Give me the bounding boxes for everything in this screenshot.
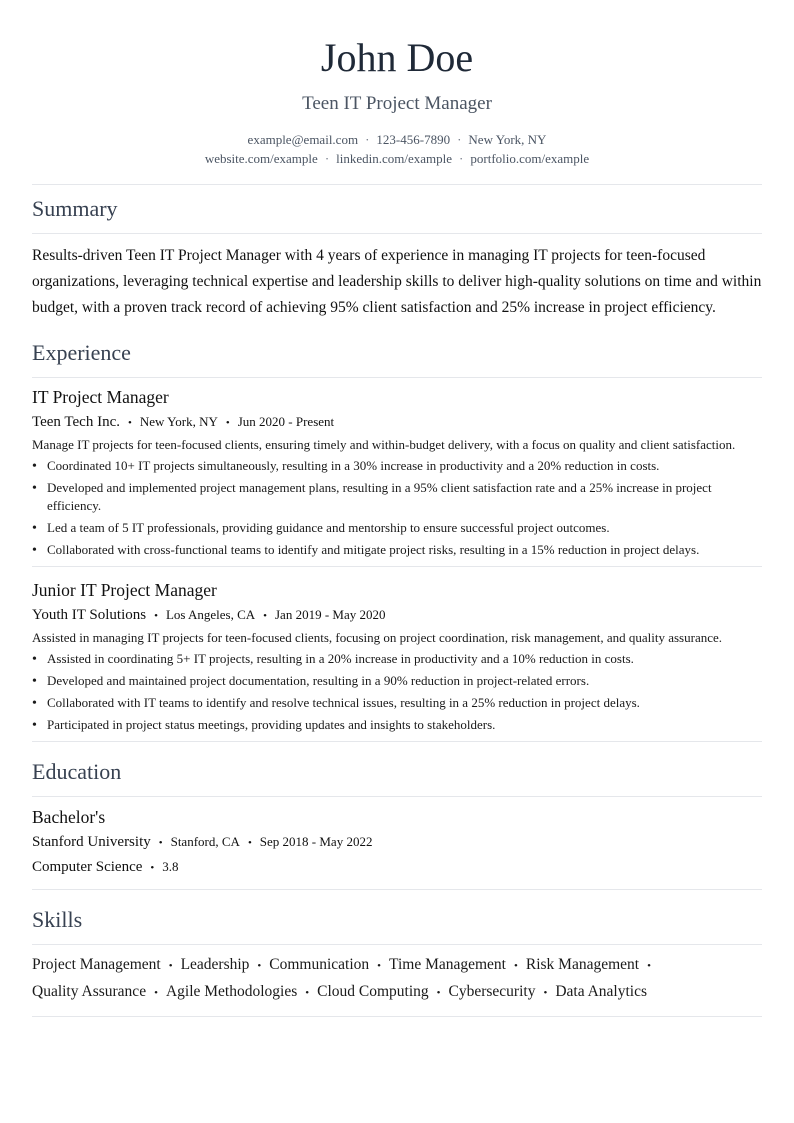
bullet-separator: •: [225, 417, 230, 429]
job-location: New York, NY: [139, 414, 218, 429]
job-dates: Jun 2020 - Present: [237, 414, 335, 429]
website-link[interactable]: website.com/example: [204, 151, 318, 166]
bullet-separator: •: [168, 960, 173, 972]
separator: ·: [459, 151, 464, 166]
gpa-value: 3.8: [162, 859, 179, 874]
job-description: Manage IT projects for teen-focused clients, ensuring timely and within-budget delivery, with a focus on quality and client satisfaction.: [32, 437, 736, 452]
divider: [32, 1016, 762, 1017]
summary-heading: Summary: [32, 196, 118, 221]
candidate-title: Teen IT Project Manager: [302, 93, 492, 114]
job-dates: Jan 2019 - May 2020: [275, 607, 386, 622]
job-bullets: [32, 650, 762, 734]
skill-item: Cloud Computing: [317, 983, 429, 1000]
portfolio-link[interactable]: portfolio.com/example: [470, 151, 590, 166]
skills-heading: Skills: [32, 907, 83, 932]
divider: [32, 566, 762, 567]
job-bullet: • Assisted in coordinating 5+ IT projects, resulting in a 20% increase in productivity and a 10% reduction in costs.: [32, 650, 762, 668]
skills-list: [32, 952, 762, 1006]
field-of-study: Computer Science: [32, 859, 143, 875]
bullet-separator: •: [263, 610, 267, 622]
bullet-separator: •: [257, 960, 262, 972]
job-title: Junior IT Project Manager: [32, 580, 217, 600]
job-bullet: • Collaborated with cross-functional teams to identify and mitigate project risks, resulting in a 15% reduction in project delays.: [32, 541, 762, 559]
location-text: New York, NY: [468, 132, 547, 147]
linkedin-link[interactable]: linkedin.com/example: [336, 151, 453, 166]
separator: ·: [457, 132, 462, 147]
job-title: IT Project Manager: [32, 387, 169, 407]
job-bullet: • Developed and implemented project management plans, resulting in a 95% client satisfaction rate and a 25% increase in project efficiency.: [32, 479, 762, 515]
company-name: Youth IT Solutions: [32, 607, 147, 623]
skill-item: Risk Management: [525, 956, 640, 973]
resume-page: [32, 0, 762, 1017]
job-meta: [32, 412, 762, 433]
skill-item: Time Management: [389, 956, 506, 973]
bullet-separator: •: [543, 987, 548, 999]
bullet-separator: •: [128, 417, 132, 429]
job-bullet: • Participated in project status meetings, providing updates and insights to stakeholders.: [32, 716, 762, 734]
job-bullet: • Coordinated 10+ IT projects simultaneously, resulting in a 30% increase in productivity and a 20% reduction in costs.: [32, 457, 762, 475]
job-bullet: • Collaborated with IT teams to identify and resolve technical issues, resulting in a 25% reduction in project delays.: [32, 694, 762, 712]
divider: [32, 944, 762, 945]
resume-header: [32, 0, 762, 168]
bullet-separator: •: [377, 960, 382, 972]
skill-item: Leadership: [180, 956, 250, 973]
contact-line-2: [32, 149, 762, 168]
job-bullet: • Developed and maintained project documentation, resulting in a 90% reduction in project-related errors.: [32, 672, 762, 690]
education-meta: [32, 832, 762, 853]
school-name: Stanford University: [32, 834, 151, 850]
candidate-name: John Doe: [320, 35, 474, 80]
company-name: Teen Tech Inc.: [32, 414, 120, 430]
job-entry: [32, 579, 762, 734]
divider: [32, 741, 762, 742]
education-field-meta: [32, 857, 762, 878]
education-dates: Sep 2018 - May 2022: [259, 834, 373, 849]
job-bullets: [32, 457, 762, 559]
separator: ·: [365, 132, 370, 147]
contact-line-1: [32, 130, 762, 149]
skill-item: Agile Methodologies: [165, 983, 298, 1000]
education-entry: [32, 806, 762, 878]
skill-item: Communication: [269, 956, 370, 973]
separator: ·: [324, 151, 330, 166]
bullet-separator: •: [647, 960, 651, 972]
skill-item: Cybersecurity: [448, 983, 536, 1000]
skills-line: [32, 979, 762, 1006]
school-location: Stanford, CA: [170, 834, 240, 849]
bullet-separator: •: [158, 837, 163, 849]
bullet-separator: •: [305, 987, 310, 999]
degree-title: Bachelor's: [32, 807, 106, 827]
divider: [32, 377, 762, 378]
skill-item: Data Analytics: [555, 983, 647, 1000]
summary-text: Results-driven Teen IT Project Manager with 4 years of experience in managing IT projects for teen-focused organizations, leveraging technical expertise and leadership skills to deliver high-quality solutions on time and within budget, with a proven track record of achieving 95% client satisfaction and 25% increase in project efficiency.: [32, 247, 762, 316]
skill-item: Quality Assurance: [32, 983, 147, 1000]
experience-heading: Experience: [32, 340, 131, 365]
email-link[interactable]: example@email.com: [247, 132, 359, 147]
bullet-separator: •: [150, 862, 155, 874]
job-location: Los Angeles, CA: [165, 607, 256, 622]
divider: [32, 889, 762, 890]
divider: [32, 233, 762, 234]
job-bullet: • Led a team of 5 IT professionals, providing guidance and mentorship to ensure successful project outcomes.: [32, 519, 762, 537]
job-meta: [32, 605, 762, 626]
bullet-separator: •: [154, 987, 158, 999]
job-description: Assisted in managing IT projects for teen-focused clients, focusing on project coordination, risk management, and quality assurance.: [32, 630, 723, 645]
skill-item: Project Management: [32, 956, 161, 973]
bullet-separator: •: [436, 987, 441, 999]
phone-text: 123-456-7890: [376, 132, 451, 147]
bullet-separator: •: [247, 837, 252, 849]
divider: [32, 796, 762, 797]
education-heading: Education: [32, 759, 122, 784]
bullet-separator: •: [514, 960, 518, 972]
job-entry: [32, 386, 762, 559]
skills-line: [32, 952, 762, 979]
bullet-separator: •: [154, 610, 158, 622]
